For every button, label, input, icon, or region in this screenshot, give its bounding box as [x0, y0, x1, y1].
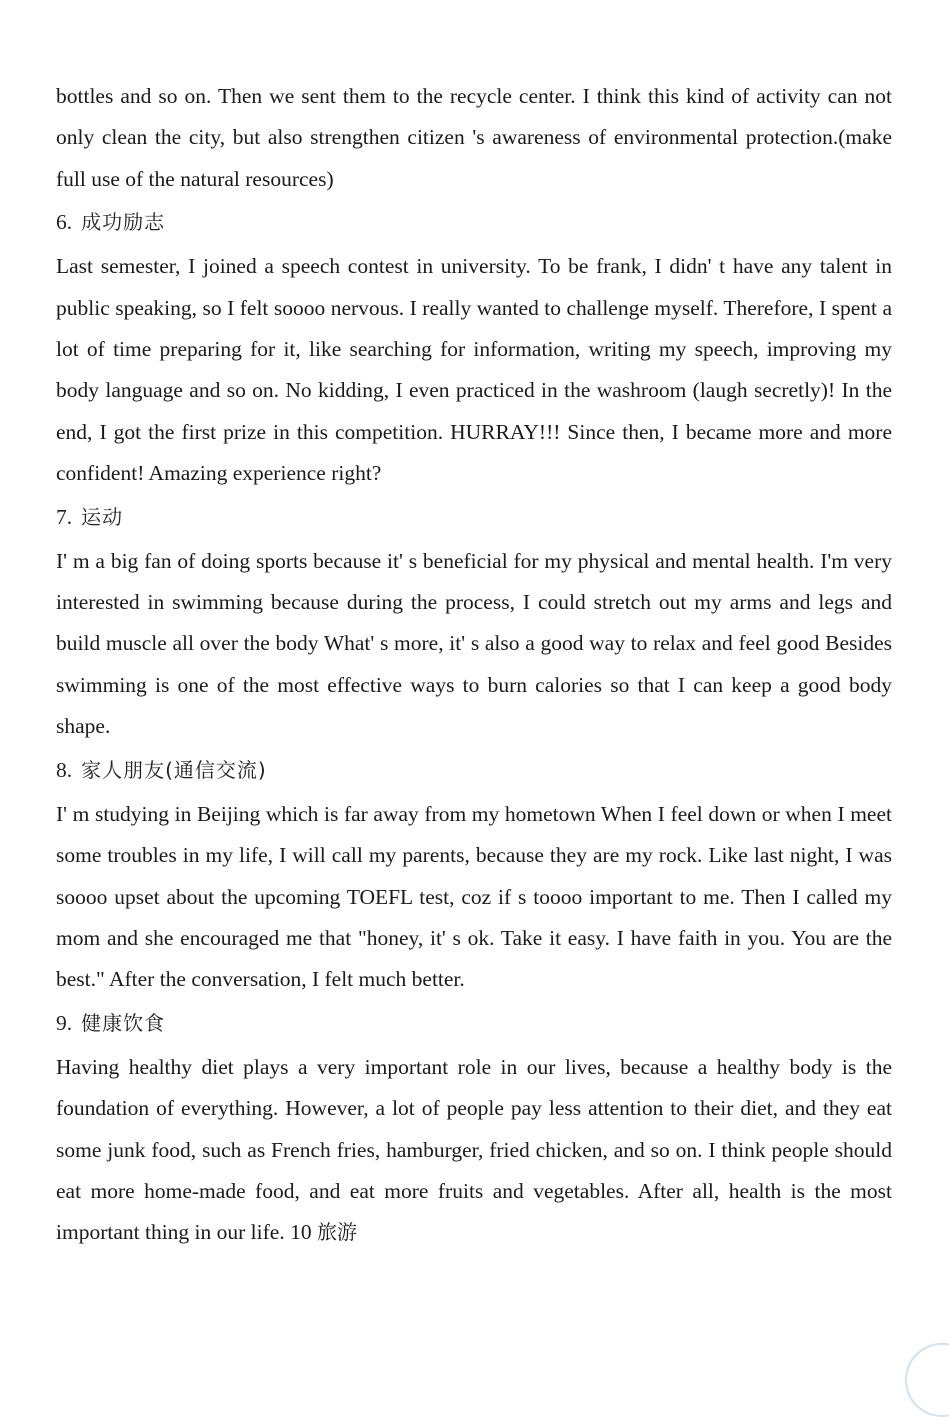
section-number: 6. [56, 210, 73, 235]
paragraph-recycling-continued: bottles and so on. Then we sent them to the recycle center. I think this kind of activity can not only clean the city, but also strengthen citizen 's awareness of environmental protection.(make full use of the natural resources) [56, 84, 892, 191]
section-heading-9 [56, 1003, 892, 1044]
section-heading-8 [56, 750, 892, 791]
section-number: 7. [56, 504, 73, 529]
section-title: 运动 [81, 504, 124, 529]
paragraph-family-friends: I' m studying in Beijing which is far away from my hometown When I feel down or when I meet some troubles in my life, I will call my parents, because they are my rock. Like last night, I was soooo upset about the upcoming TOEFL test, coz if s toooo important to me. Then I called my mom and she encouraged me that "honey, it' s ok. Take it easy. I have faith in you. You are the best." After the conversation, I felt much better. [56, 801, 892, 992]
document-page [56, 76, 892, 1254]
next-section-title: 旅游 [316, 1220, 357, 1245]
section-heading-7 [56, 497, 892, 538]
section-number: 9. [56, 1010, 73, 1035]
section-number: 8. [56, 757, 73, 782]
section-heading-6 [56, 202, 892, 243]
paragraph-healthy-diet [56, 1047, 892, 1254]
corner-decoration [905, 1343, 949, 1417]
next-section-number: 10 [290, 1220, 312, 1245]
section-title: 家人朋友(通信交流) [81, 757, 267, 782]
paragraph-healthy-diet-text: Having healthy diet plays a very important role in our lives, because a healthy body is the foundation of everything. However, a lot of people pay less attention to their diet, and they eat some junk food, such as French fries, hamburger, fried chicken, and so on. I think people should eat more home-made food, and eat more fruits and vegetables. After all, health is the most important thing in our life. [56, 1054, 892, 1245]
paragraph-sports: I' m a big fan of doing sports because it' s beneficial for my physical and mental health. I'm very interested in swimming because during the process, I could stretch out my arms and legs and build muscle all over the body What' s more, it' s also a good way to relax and feel good Besides swimming is one of the most effective ways to burn calories so that I can keep a good body shape. [56, 548, 892, 739]
section-title: 健康饮食 [81, 1010, 166, 1035]
section-title: 成功励志 [81, 210, 166, 235]
paragraph-speech-contest: Last semester, I joined a speech contest in university. To be frank, I didn' t have any talent in public speaking, so I felt soooo nervous. I really wanted to challenge myself. Therefore, I spent a lot of time preparing for it, like searching for information, writing my speech, improving my body language and so on. No kidding, I even practiced in the washroom (laugh secretly)! In the end, I got the first prize in this competition. HURRAY!!! Since then, I became more and more confident! Amazing experience right? [56, 254, 892, 486]
